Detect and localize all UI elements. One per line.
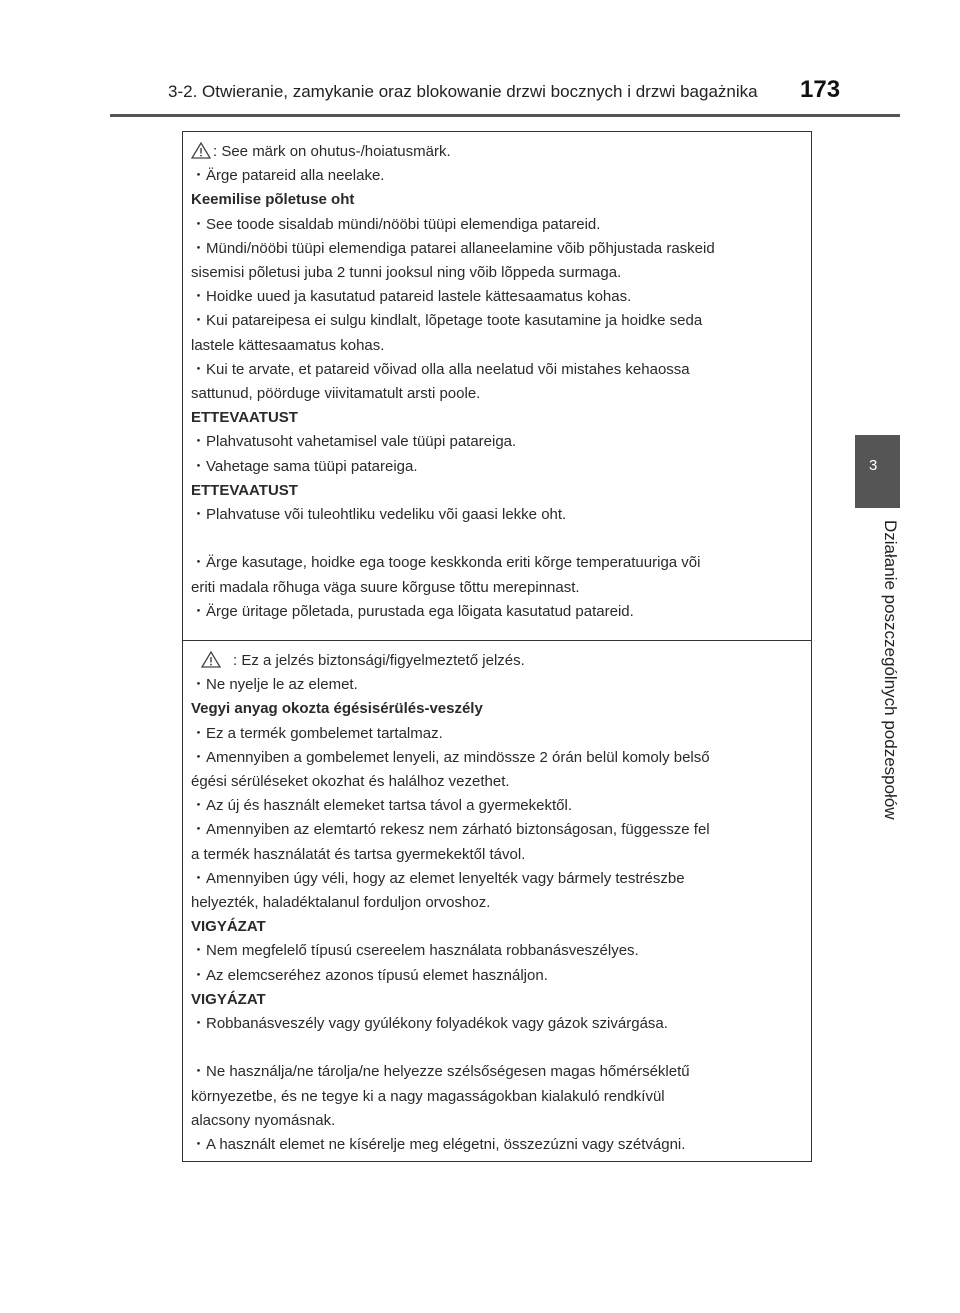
text-line: ・Plahvatusoht vahetamisel vale tüüpi patareiga. (191, 433, 517, 451)
text-line: ・Az új és használt elemeket tartsa távol a gyermekektől. (191, 797, 573, 815)
estonian-section (183, 140, 811, 624)
section-heading: Vegyi anyag okozta égésisérülés-veszély (191, 700, 483, 718)
text-line: ・Ärge patareid alla neelake. (191, 167, 385, 185)
text-line: ・Ärge kasutage, hoidke ega tooge keskkonda eriti kõrge temperatuuriga või (191, 554, 701, 572)
section-heading: Keemilise põletuse oht (191, 191, 355, 209)
section-heading: VIGYÁZAT (191, 990, 266, 1008)
text-line: ・Ne nyelje le az elemet. (191, 676, 358, 694)
text-line: lastele kättesaamatus kohas. (191, 336, 385, 354)
blank-line (191, 1036, 803, 1060)
hungarian-symbol-note (191, 649, 803, 673)
text-line: égési sérüléseket okozhat és halálhoz vezethet. (191, 773, 510, 791)
text-line: ・Ne használja/ne tárolja/ne helyezze szélsőségesen magas hőmérsékletű (191, 1063, 690, 1081)
hungarian-section (183, 640, 811, 1157)
estonian-lines (191, 164, 803, 624)
chapter-label: Działanie poszczególnych podzespołów (881, 520, 900, 820)
text-line: a termék használatát és tartsa gyermekektől távol. (191, 845, 526, 863)
text-line: sattunud, pöörduge viivitamatult arsti poole. (191, 385, 481, 403)
text-line: helyezték, haladéktalanul forduljon orvoshoz. (191, 894, 491, 912)
page-header-title: 3-2. Otwieranie, zamykanie oraz blokowanie drzwi bocznych i drzwi bagażnika (168, 82, 758, 101)
text-line: eriti madala rõhuga väga suure kõrguse tõttu merepinnast. (191, 578, 580, 596)
text-line: ・See toode sisaldab mündi/nööbi tüüpi elemendiga patareid. (191, 215, 601, 233)
text-line: ・Az elemcseréhez azonos típusú elemet használjon. (191, 966, 548, 984)
text-line: ・Amennyiben úgy véli, hogy az elemet lenyelték vagy bármely testrészbe (191, 869, 685, 887)
page-number: 173 (800, 76, 841, 103)
text-line: ・Robbanásveszély vagy gyúlékony folyadékok vagy gázok szivárgása. (191, 1015, 668, 1033)
estonian-symbol-note (191, 140, 803, 164)
text-line: ・Amennyiben az elemtartó rekesz nem zárható biztonságosan, függessze fel (191, 821, 710, 839)
text-line: ・Kui patareipesa ei sulgu kindlalt, lõpetage toote kasutamine ja hoidke seda (191, 312, 703, 330)
text-line: ・Mündi/nööbi tüüpi elemendiga patarei allaneelamine võib põhjustada raskeid (191, 239, 715, 257)
chapter-number: 3 (869, 457, 878, 474)
text-line: sisemisi põletusi juba 2 tunni jooksul ning võib lõppeda surmaga. (191, 264, 622, 282)
text-line: ・Vahetage sama tüüpi patareiga. (191, 457, 418, 475)
text-line: környezetbe, és ne tegye ki a nagy magasságokban kialakuló rendkívül (191, 1087, 665, 1105)
hungarian-lines (191, 673, 803, 1157)
symbol-note-text: : See märk on ohutus-/hoiatusmärk. (213, 143, 451, 160)
warning-box (182, 131, 812, 1162)
text-line: ・Amennyiben a gombelemet lenyeli, az mindössze 2 órán belül komoly belső (191, 748, 710, 766)
symbol-note-text: : Ez a jelzés biztonsági/figyelmeztető jelzés. (233, 652, 525, 669)
text-line: ・Plahvatuse või tuleohtliku vedeliku või gaasi lekke oht. (191, 506, 567, 524)
text-line: ・Nem megfelelő típusú csereelem használata robbanásveszélyes. (191, 942, 639, 960)
warning-triangle-icon (191, 142, 211, 159)
section-heading: VIGYÁZAT (191, 918, 266, 936)
section-heading: ETTEVAATUST (191, 481, 298, 499)
section-heading: ETTEVAATUST (191, 409, 298, 427)
text-line: ・Ez a termék gombelemet tartalmaz. (191, 724, 443, 742)
warning-triangle-icon (201, 651, 221, 668)
text-line: ・Ärge üritage põletada, purustada ega lõigata kasutatud patareid. (191, 602, 634, 620)
chapter-tab (855, 435, 900, 508)
header-rule (110, 114, 900, 117)
text-line: alacsony nyomásnak. (191, 1111, 336, 1129)
blank-line (191, 527, 803, 551)
text-line: ・Kui te arvate, et patareid võivad olla alla neelatud või mistahes kehaossa (191, 360, 690, 378)
text-line: ・Hoidke uued ja kasutatud patareid lastele kättesaamatus kohas. (191, 288, 632, 306)
text-line: ・A használt elemet ne kísérelje meg elégetni, összezúzni vagy szétvágni. (191, 1136, 686, 1154)
